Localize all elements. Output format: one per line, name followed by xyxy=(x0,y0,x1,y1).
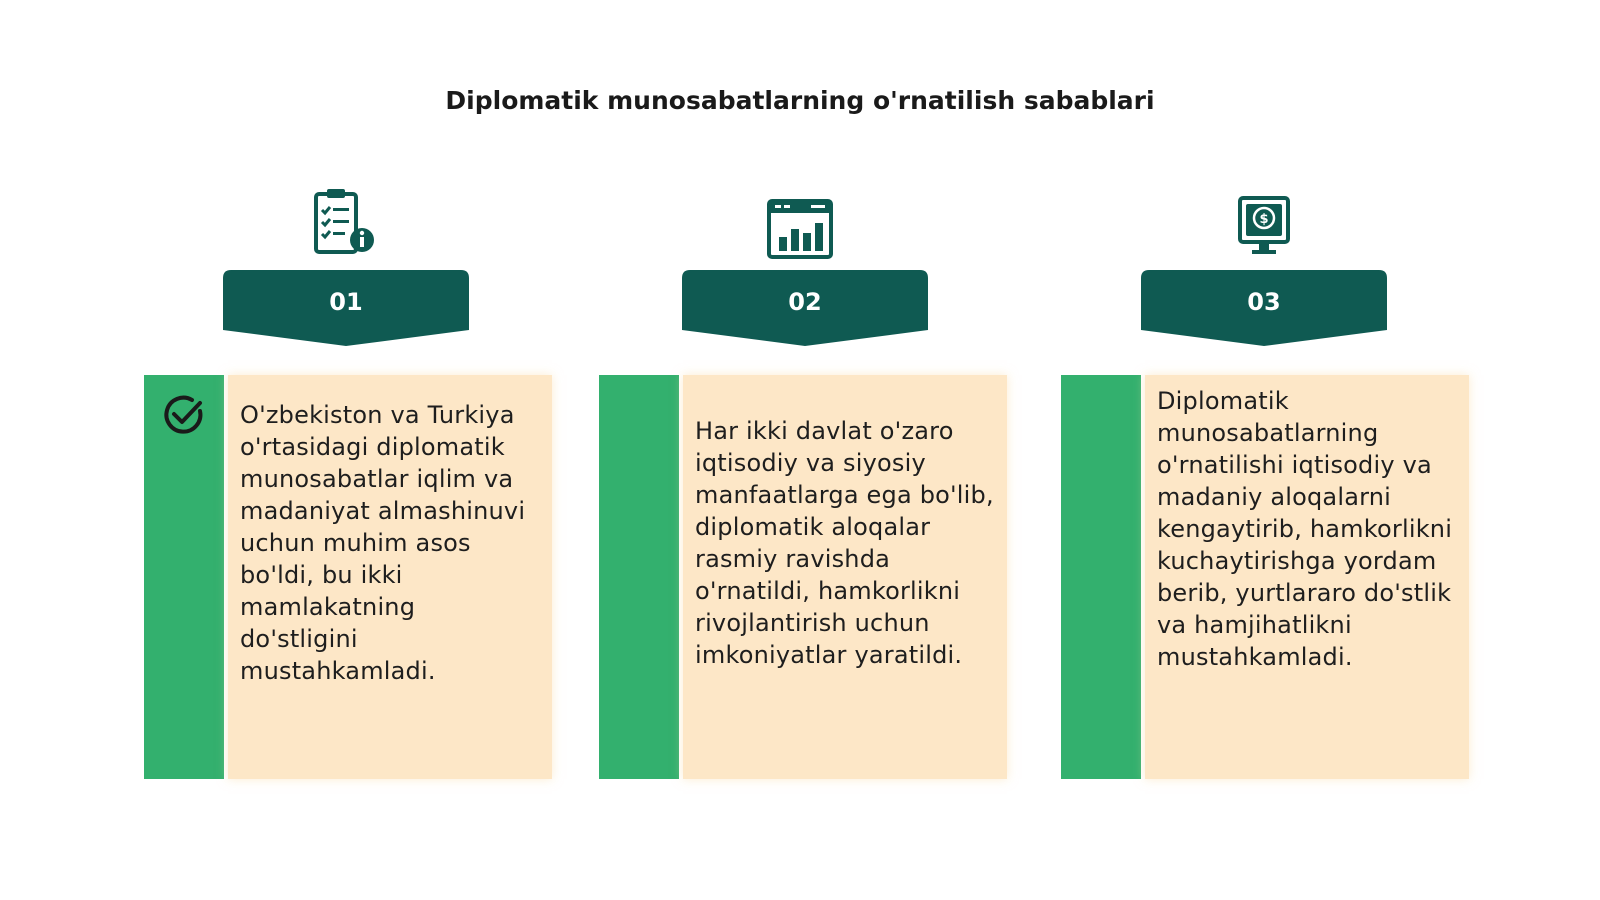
svg-text:$: $ xyxy=(1259,212,1269,227)
card-accent-bar xyxy=(1061,375,1141,779)
step-number: 01 xyxy=(329,288,363,316)
card-text: Har ikki davlat o'zaro iqtisodiy va siyosiy manfaatlarga ega bo'lib, diplomatik aloqalar rasmiy ravishda o'rnatildi, hamkorlikni rivojlantirish uchun imkoniyatlar yaratildi. xyxy=(695,417,994,669)
reason-card-3 xyxy=(1061,375,1469,779)
card-accent-bar xyxy=(144,375,224,779)
bar-chart-window-icon xyxy=(765,195,835,265)
page-title: Diplomatik munosabatlarning o'rnatilish sabablari xyxy=(445,86,1155,115)
dollar-monitor-icon xyxy=(1230,192,1300,262)
check-circle-icon xyxy=(162,393,206,437)
card-text: O'zbekiston va Turkiya o'rtasidagi diplomatik munosabatlar iqlim va madaniyat almashinuvi uchun muhim asos bo'ldi, bu ikki mamlakatning do'stligini mustahkamladi. xyxy=(240,401,526,685)
step-badge-02 xyxy=(682,270,928,348)
step-badge-03 xyxy=(1141,270,1387,348)
step-badge-01 xyxy=(223,270,469,348)
reason-card-1 xyxy=(144,375,552,779)
card-text: Diplomatik munosabatlarning o'rnatilishi iqtisodiy va madaniy aloqalarni kengaytirib, hamkorlikni kuchaytirishga yordam berib, yurtlararo do'stlik va hamjihatlikni mustahkamladi. xyxy=(1157,387,1453,671)
step-number: 02 xyxy=(788,288,822,316)
step-number: 03 xyxy=(1247,288,1281,316)
card-accent-bar xyxy=(599,375,679,779)
clipboard-checklist-info-icon xyxy=(310,188,380,258)
reason-card-2 xyxy=(599,375,1007,779)
